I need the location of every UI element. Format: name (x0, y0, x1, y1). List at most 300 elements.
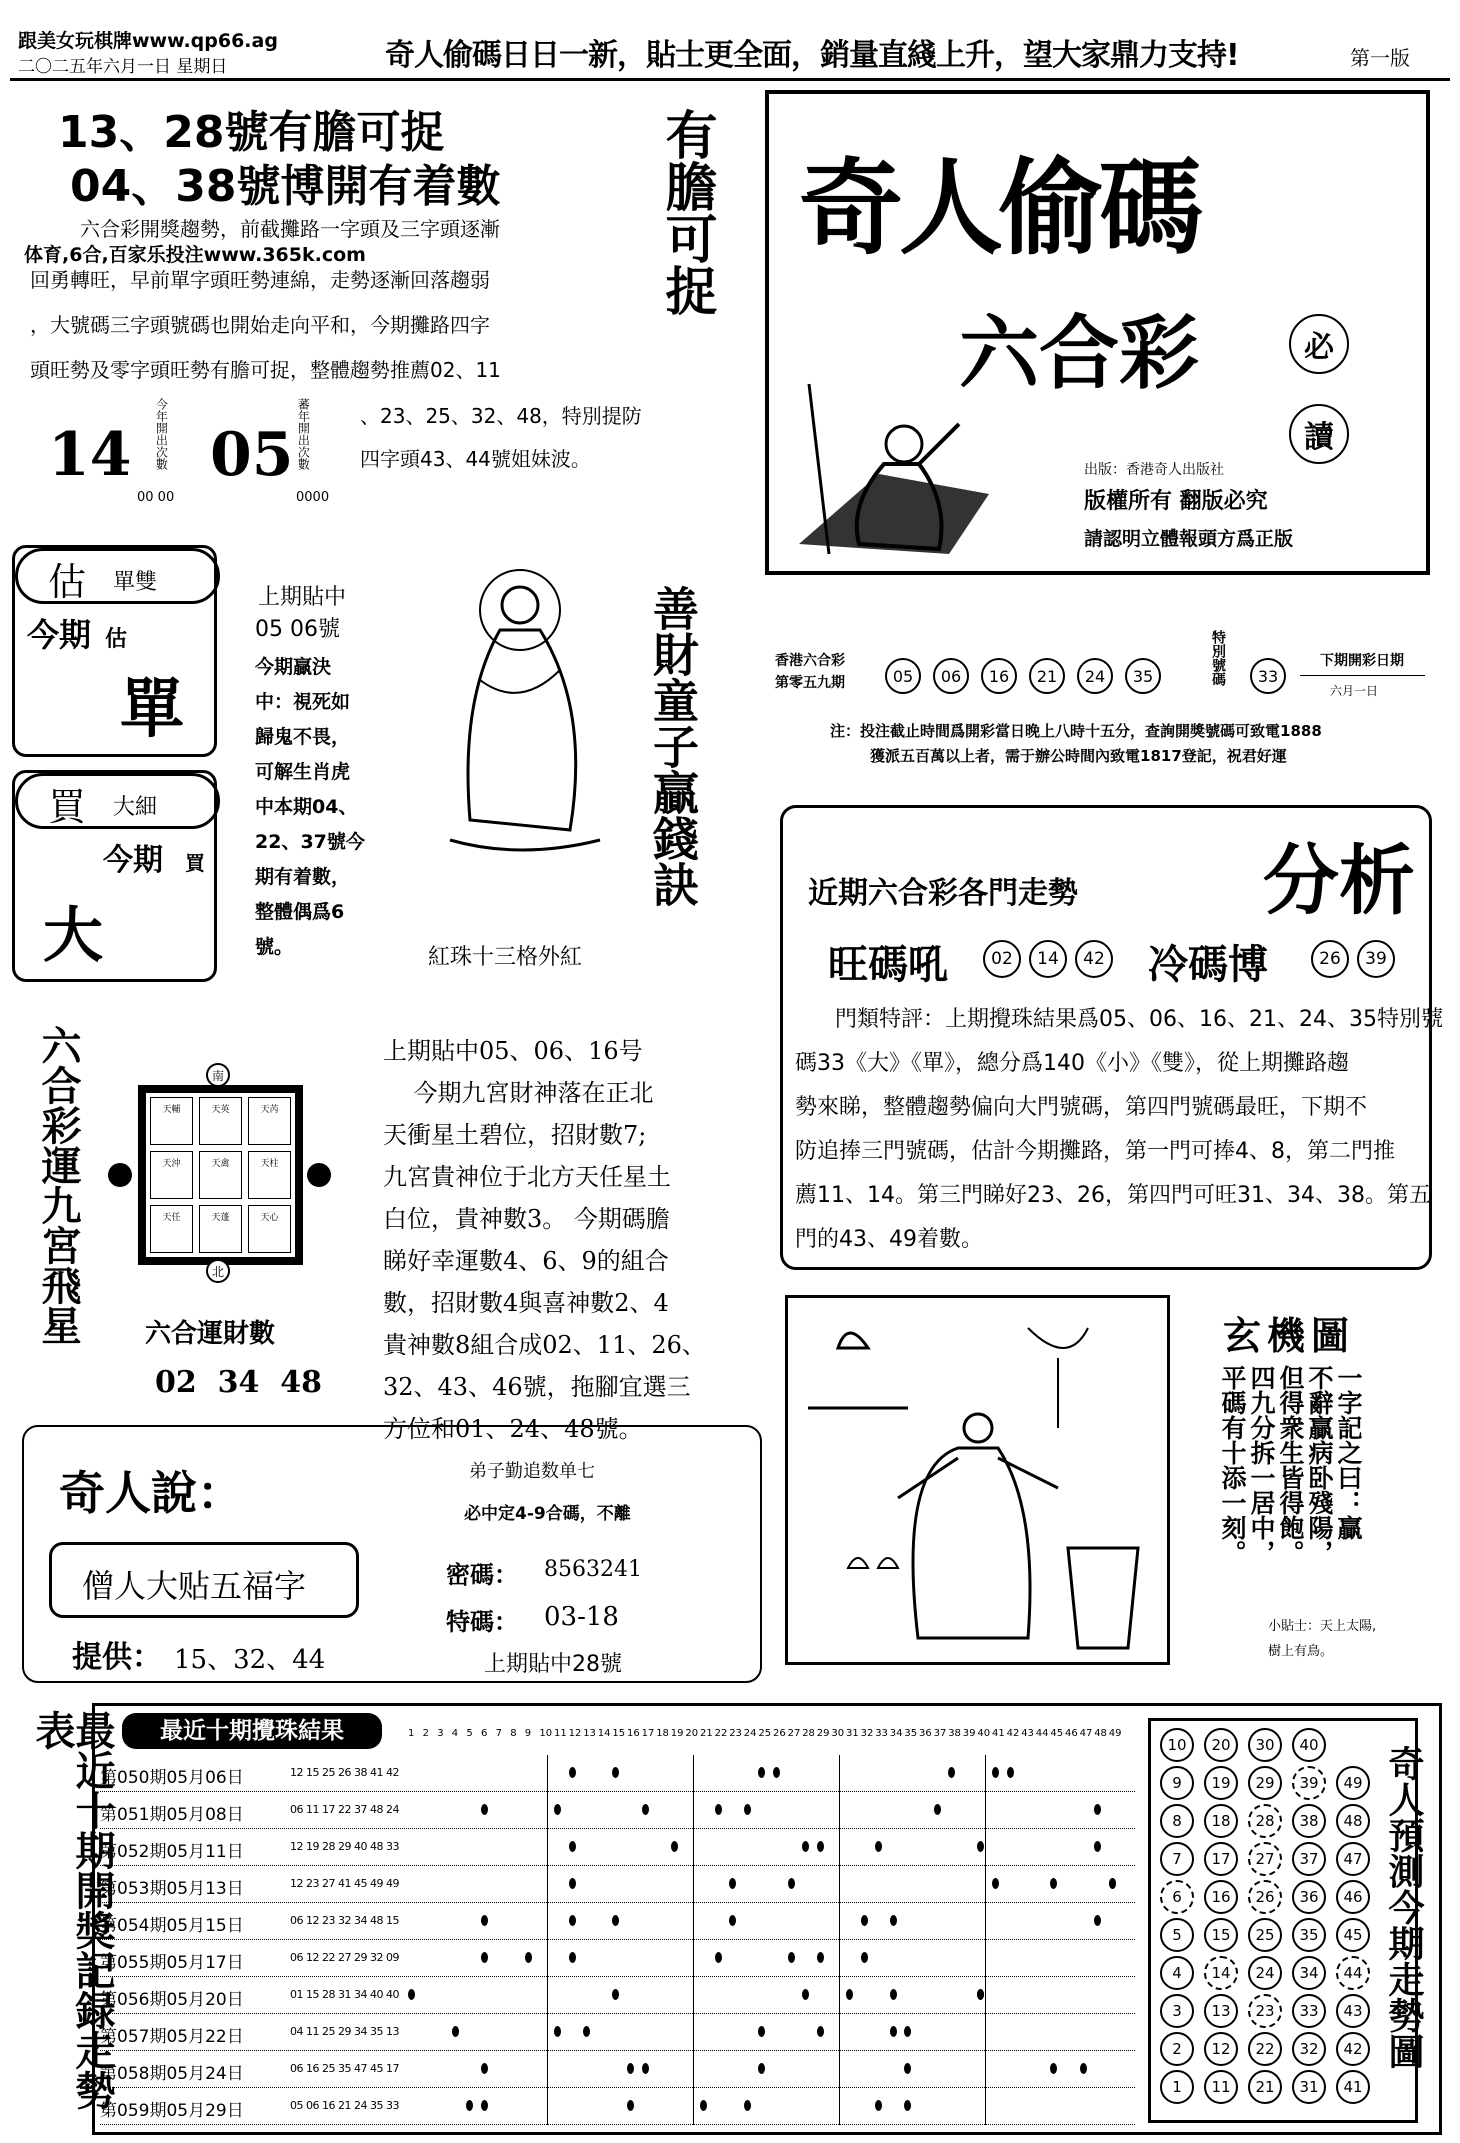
xuanji-tip2: 樹上有鳥。 (1268, 1644, 1334, 1659)
ninepalace-north: 北 (206, 1259, 230, 1283)
result-ball: 05 (885, 658, 921, 694)
history-dot (904, 2063, 911, 2074)
history-dot (466, 2100, 473, 2111)
history-col-number: 44 (1035, 1728, 1049, 1739)
history-col-number: 28 (802, 1728, 815, 1739)
history-separator (693, 1755, 694, 2125)
ninepalace-cell: 天心 (248, 1205, 291, 1253)
history-dot (554, 2026, 561, 2037)
ninepalace-cell: 天禽 (199, 1151, 242, 1199)
tips-body (255, 650, 385, 965)
history-dot (452, 2026, 459, 2037)
history-row-nums: 12 23 27 41 45 49 49 (290, 1877, 399, 1890)
ninepalace-cell: 天任 (150, 1205, 193, 1253)
guess-label-box-1 (15, 548, 220, 604)
headline-zero1: 00 00 (137, 490, 175, 505)
history-dot (525, 1952, 532, 1963)
history-row-nums: 06 11 17 22 37 48 24 (290, 1803, 399, 1816)
history-dot (904, 2100, 911, 2111)
history-dot (569, 1952, 576, 1963)
masthead-note: 請認明立體報頭方爲正版 (1084, 528, 1294, 550)
history-dot (904, 2026, 911, 2037)
analysis-hot-label: 旺碼吼 (828, 942, 948, 988)
predict-ball: 20 (1204, 1728, 1238, 1762)
predict-ball: 17 (1204, 1842, 1238, 1876)
history-dot (744, 1804, 751, 1815)
history-col-number: 20 (685, 1728, 699, 1739)
predict-ball: 24 (1248, 1956, 1282, 1990)
history-dot (569, 1878, 576, 1889)
history-dot (861, 1952, 868, 1963)
tips-line: 今期贏決 (255, 656, 332, 678)
cold-ball: 26 (1311, 940, 1349, 978)
headline-side: 有膽可捉 (656, 108, 716, 316)
qiren-provide: 15、32、44 (174, 1645, 326, 1675)
tips-line: 歸鬼不畏， (255, 726, 351, 748)
history-dot (758, 2026, 765, 2037)
hot-ball: 42 (1075, 940, 1113, 978)
xuanji-col: 平碼有十添一刻。 (1218, 1365, 1247, 1565)
guess-opts-1: 單雙 (113, 570, 158, 595)
ninepalace-cell: 天輔 (150, 1097, 193, 1145)
analysis-line: 勢來睇，整體趨勢偏向大門號碼，第四門號碼最旺，下期不 (795, 1095, 1368, 1120)
predict-ball: 14 (1204, 1956, 1238, 1990)
history-dot (715, 1804, 722, 1815)
history-dot (977, 1841, 984, 1852)
history-dot (875, 2100, 882, 2111)
history-row-label: 第056期05月20日 (100, 1990, 244, 2010)
predict-ball: 49 (1336, 1766, 1370, 1800)
history-row-nums: 01 15 28 31 34 40 40 (290, 1988, 399, 2001)
ninepalace-grid (138, 1068, 303, 1279)
headline-p6: 四字頭43、44號姐妹波。 (360, 447, 591, 471)
predict-ball: 2 (1160, 2032, 1194, 2066)
history-dot (481, 1952, 488, 1963)
table-row (100, 2051, 1135, 2088)
history-dot (861, 1915, 868, 1926)
guess-box-2 (12, 770, 217, 982)
history-dot (1094, 1915, 1101, 1926)
history-row-nums: 06 12 23 32 34 48 15 (290, 1914, 399, 1927)
ninepalace-cells (146, 1093, 295, 1257)
result-ball: 21 (1029, 658, 1065, 694)
tips-t1: 上期貼中 (258, 585, 347, 610)
history-col-number: 21 (700, 1728, 713, 1739)
predict-ball: 29 (1248, 1766, 1282, 1800)
tips-line: 中：視死如 (255, 691, 351, 713)
tips-line: 可解生肖虎 (255, 761, 351, 783)
predict-ball: 21 (1248, 2070, 1282, 2104)
predict-ball: 25 (1248, 1918, 1282, 1952)
predict-ball: 18 (1204, 1804, 1238, 1838)
history-col-number: 33 (875, 1728, 888, 1739)
history-col-number: 34 (889, 1728, 903, 1739)
guess-ans-2: 大 (43, 901, 103, 971)
predict-ball: 1 (1160, 2070, 1194, 2104)
ninepalace-line: 睇好幸運數4、6、9的組合 (383, 1247, 669, 1275)
xuanji-col: 但得衆生皆得飽。 (1276, 1365, 1305, 1565)
predict-ball: 15 (1204, 1918, 1238, 1952)
predict-ball: 37 (1292, 1842, 1326, 1876)
history-col-number: 42 (1006, 1728, 1020, 1739)
guess-row-2: 今期 (103, 843, 163, 878)
header-date: 二〇二五年六月一日 星期日 (18, 57, 228, 77)
history-dot (788, 1878, 795, 1889)
predict-ball: 23 (1248, 1994, 1282, 2028)
history-col-number: 12 (568, 1728, 582, 1739)
qiren-l1: 弟子勤追数单七 (469, 1461, 595, 1482)
guess-ans-1: 單 (120, 673, 184, 747)
cold-ball: 39 (1357, 940, 1395, 978)
qiren-l2: 必中定4-9合碼，不離 (464, 1504, 631, 1524)
history-dot (671, 1841, 678, 1852)
history-col-number: 39 (962, 1728, 976, 1739)
history-dot (1109, 1878, 1116, 1889)
results-divider (1300, 675, 1425, 676)
history-col-number: 41 (992, 1728, 1005, 1739)
xuanji-col: 四九分拆一居中， (1247, 1365, 1276, 1565)
history-dot (481, 2063, 488, 2074)
history-dot (612, 1915, 619, 1926)
predict-ball: 47 (1336, 1842, 1370, 1876)
history-dot (729, 1915, 736, 1926)
header-site: 跟美女玩棋牌www.qp66.ag (18, 30, 278, 52)
history-title: 最近十期攪珠結果 (122, 1713, 382, 1749)
history-dot (569, 1915, 576, 1926)
history-dot (817, 1841, 824, 1852)
history-separator (839, 1755, 840, 2125)
history-dot (700, 2100, 707, 2111)
history-row-label: 第050期05月06日 (100, 1768, 244, 1788)
predict-ball: 45 (1336, 1918, 1370, 1952)
history-row-nums: 12 19 28 29 40 48 33 (290, 1840, 399, 1853)
history-col-number: 38 (948, 1728, 961, 1739)
history-col-number: 43 (1021, 1728, 1034, 1739)
history-dot (817, 2026, 824, 2037)
ninepalace-nums: 02 34 48 (155, 1365, 323, 1400)
ninepalace-line: 方位和01、24、48號。 (383, 1415, 643, 1443)
predict-ball: 34 (1292, 1956, 1326, 1990)
history-row-nums: 05 06 16 21 24 35 33 (290, 2099, 399, 2112)
headline-line2: 04、38號博開有着數 (70, 161, 501, 212)
results-special-label: 特別號碼 (1210, 630, 1226, 686)
predict-ball: 13 (1204, 1994, 1238, 2028)
headline-num1: 14 (48, 420, 132, 490)
ninepalace-cell: 天英 (199, 1097, 242, 1145)
history-dot (569, 1841, 576, 1852)
history-dot (481, 1915, 488, 1926)
predict-ball: 27 (1248, 1842, 1282, 1876)
predict-ball: 40 (1292, 1728, 1326, 1762)
history-col-number: 24 (743, 1728, 757, 1739)
history-dot (846, 1989, 853, 2000)
history-dot (992, 1767, 999, 1778)
predict-grid (1150, 1718, 1370, 2118)
history-dot (890, 2026, 897, 2037)
result-ball: 35 (1125, 658, 1161, 694)
predict-ball: 11 (1204, 2070, 1238, 2104)
qiren-te: 03-18 (544, 1602, 619, 1632)
predict-ball: 30 (1248, 1728, 1282, 1762)
predict-ball: 32 (1292, 2032, 1326, 2066)
history-dot (802, 1841, 809, 1852)
qiren-mi: 8563241 (544, 1557, 642, 1582)
qiren-mi-label: 密碼： (446, 1560, 518, 1589)
history-dot (642, 2063, 649, 2074)
tips-line: 22、37號今 (255, 831, 365, 853)
headline-p4: 頭旺勢及零字頭旺勢有膽可捉，整體趨勢推薦02、11 (30, 358, 501, 382)
history-col-number: 22 (714, 1728, 728, 1739)
headline-small2: 蕃年開出次數 (296, 398, 311, 470)
sage-illustration-icon (789, 354, 1009, 564)
qiren-inner-text: 僧人大贴五福字 (82, 1567, 307, 1605)
history-dot (1007, 1767, 1014, 1778)
predict-ball: 35 (1292, 1918, 1326, 1952)
predict-ball: 28 (1248, 1804, 1282, 1838)
predict-ball: 5 (1160, 1918, 1194, 1952)
history-col-number: 14 (597, 1728, 611, 1739)
predict-ball: 9 (1160, 1766, 1194, 1800)
history-col-number: 18 (656, 1728, 669, 1739)
guess-label-box-2 (15, 773, 220, 829)
history-col-number: 16 (627, 1728, 640, 1739)
predict-ball: 39 (1292, 1766, 1326, 1800)
headline-zero2: 0000 (296, 490, 330, 505)
tips-line: 期有着數， (255, 866, 351, 888)
qiren-te-label: 特碼： (446, 1607, 518, 1636)
predict-ball: 19 (1204, 1766, 1238, 1800)
table-row (100, 1829, 1135, 1866)
headline-ad: 体育,6合,百家乐投注www.365k.com (24, 244, 366, 266)
history-dot (612, 1989, 619, 2000)
history-col-number: 7 (495, 1728, 502, 1739)
history-col-number: 5 (466, 1728, 473, 1739)
ninepalace-line: 白位，貴神數3。 今期碼膽 (383, 1205, 670, 1233)
predict-ball: 16 (1204, 1880, 1238, 1914)
xuanji-box (785, 1295, 1170, 1665)
tips-line: 號。 (255, 936, 294, 958)
history-column-numbers (408, 1728, 1128, 1744)
ninepalace-left-dot (108, 1163, 132, 1187)
ninepalace-line: 上期貼中05、06、16号 (383, 1037, 643, 1065)
analysis-line: 薦11、14。第三門睇好23、26，第四門可旺31、34、38。第五 (795, 1183, 1431, 1208)
predict-ball: 43 (1336, 1994, 1370, 2028)
history-dot (554, 1804, 561, 1815)
history-dot (948, 1767, 955, 1778)
xuanji-col: 不辭贏病卧殘陽， (1305, 1365, 1334, 1565)
history-col-number: 17 (641, 1728, 655, 1739)
history-row-nums: 06 12 22 27 29 32 09 (290, 1951, 399, 1964)
qiren-hit: 上期貼中28號 (484, 1652, 622, 1677)
predict-ball: 26 (1248, 1880, 1282, 1914)
history-col-number: 36 (919, 1728, 932, 1739)
masthead-title: 奇人偷碼 (799, 147, 1200, 269)
qiren-box (22, 1425, 762, 1683)
history-dot (569, 1767, 576, 1778)
predict-ball: 10 (1160, 1728, 1194, 1762)
history-row-label: 第053期05月13日 (100, 1879, 244, 1899)
history-dot (992, 1878, 999, 1889)
ninepalace-line: 九宮貴神位于北方天任星土 (383, 1163, 671, 1191)
history-col-number: 46 (1065, 1728, 1078, 1739)
ninepalace-line: 32、43、46號，拖腳宜選三 (383, 1373, 691, 1401)
predict-ball: 8 (1160, 1804, 1194, 1838)
analysis-line: 碼33《大》《單》，總分爲140《小》《雙》，從上期攤路趨 (795, 1051, 1349, 1076)
history-dot (802, 1989, 809, 2000)
analysis-line: 防追捧三門號碼，估計今期攤路，第一門可捧4、8，第二門推 (795, 1139, 1395, 1164)
ninepalace-caption: 六合運財數 (145, 1319, 276, 1349)
predict-ball: 38 (1292, 1804, 1326, 1838)
history-dot (481, 1804, 488, 1815)
hot-ball: 02 (983, 940, 1021, 978)
analysis-cold-label: 冷碼博 (1148, 942, 1268, 988)
history-row-label: 第059期05月29日 (100, 2101, 244, 2121)
ninepalace-line: 貴神數8組合成02、11、26、 (383, 1331, 706, 1359)
qiren-provide-label: 提供： (72, 1640, 162, 1675)
headline-p5: 、23、25、32、48，特別提防 (360, 404, 642, 428)
predict-ball: 31 (1292, 2070, 1326, 2104)
history-col-number: 27 (787, 1728, 801, 1739)
history-dot (627, 2100, 634, 2111)
history-col-number: 8 (510, 1728, 517, 1739)
history-col-number: 10 (539, 1728, 553, 1739)
history-dot (408, 1989, 415, 2000)
history-row-nums: 06 16 25 35 47 45 17 (290, 2062, 399, 2075)
predict-ball: 3 (1160, 1994, 1194, 2028)
predict-ball: 44 (1336, 1956, 1370, 1990)
history-row-label: 第052期05月11日 (100, 1842, 244, 1862)
history-dot (1094, 1841, 1101, 1852)
ninepalace-cell: 天芮 (248, 1097, 291, 1145)
results-next-date: 六月一日 (1330, 684, 1379, 698)
header-slogan: 奇人偷碼日日一新，貼士更全面，銷量直綫上升，望大家鼎力支持! (385, 38, 1239, 73)
history-col-number: 47 (1079, 1728, 1093, 1739)
history-dot (788, 1952, 795, 1963)
analysis-line: 門類特評：上期攪珠結果爲05、06、16、21、24、35特別號 (835, 1007, 1443, 1032)
masthead-bi: 必 (1289, 314, 1349, 374)
results-note2: 獲派五百萬以上者，需于辦公時間內致電1817登記，祝君好運 (870, 747, 1287, 765)
headline-small1: 今年開出次數 (154, 398, 169, 470)
headline-p3: ，大號碼三字頭號碼也開始走向平和，今期攤路四字 (30, 313, 490, 337)
history-col-number: 30 (831, 1728, 845, 1739)
history-dot (890, 1915, 897, 1926)
results-note1: 注：投注截止時間爲開彩當日晚上八時十五分，查詢開獎號碼可致電1888 (830, 722, 1322, 740)
results-issue: 第零五九期 (775, 675, 845, 691)
history-dot (977, 1989, 984, 2000)
history-row-label: 第058期05月24日 (100, 2064, 244, 2084)
predict-ball: 33 (1292, 1994, 1326, 2028)
predict-ball: 6 (1160, 1880, 1194, 1914)
history-dot (875, 1841, 882, 1852)
masthead-du: 讀 (1289, 404, 1349, 464)
history-col-number: 6 (481, 1728, 488, 1739)
predict-ball: 48 (1336, 1804, 1370, 1838)
history-col-number: 37 (933, 1728, 947, 1739)
history-col-number: 13 (583, 1728, 596, 1739)
analysis-lines (795, 998, 1443, 1262)
masthead-pub: 出版：香港奇人出版社 (1084, 462, 1224, 478)
history-row-label: 第057期05月22日 (100, 2027, 244, 2047)
history-col-number: 32 (860, 1728, 874, 1739)
xuanji-tip1: 小貼士：天上太陽, (1268, 1619, 1377, 1634)
history-col-number: 31 (846, 1728, 859, 1739)
history-row-label: 第055期05月17日 (100, 1953, 244, 1973)
history-dot (817, 1952, 824, 1963)
history-separator (985, 1755, 986, 2125)
guess-row-1: 今期 (27, 616, 92, 654)
headline-p1: 六合彩開獎趨勢，前截攤路一字頭及三字頭逐漸 (80, 217, 500, 241)
history-row-nums: 12 15 25 26 38 41 42 (290, 1766, 399, 1779)
guess-label-2: 買 (48, 785, 87, 829)
history-dot (715, 1952, 722, 1963)
history-col-number: 2 (422, 1728, 429, 1739)
table-row (100, 1866, 1135, 1903)
ninepalace-line: 今期九宮財神落在正北 (383, 1079, 654, 1107)
result-ball: 24 (1077, 658, 1113, 694)
guess-box-1 (12, 545, 217, 757)
table-row (100, 2088, 1135, 2125)
ninepalace-side: 六合彩運九宮飛星 (35, 1025, 81, 1345)
guess-opts-2: 大細 (113, 795, 158, 820)
ninepalace-south: 南 (206, 1063, 230, 1087)
history-dot (627, 2063, 634, 2074)
history-row-label: 第051期05月08日 (100, 1805, 244, 1825)
history-dot (642, 1804, 649, 1815)
headline-p2: 回勇轉旺，早前單字頭旺勢連綿，走勢逐漸回落趨弱 (30, 268, 490, 292)
history-dot (934, 1804, 941, 1815)
history-col-number: 11 (554, 1728, 567, 1739)
predict-ball: 46 (1336, 1880, 1370, 1914)
history-col-number: 49 (1108, 1728, 1122, 1739)
hot-ball: 14 (1029, 940, 1067, 978)
predict-ball: 42 (1336, 2032, 1370, 2066)
tips-caption: 紅珠十三格外紅 (428, 945, 583, 970)
guess-tail-2: 買 (185, 851, 205, 875)
history-dot (773, 1767, 780, 1778)
table-row (100, 1903, 1135, 1940)
headline-body-2 (30, 258, 660, 393)
history-col-number: 25 (758, 1728, 772, 1739)
history-dot (612, 1767, 619, 1778)
history-dot (1050, 2063, 1057, 2074)
predict-ball: 36 (1292, 1880, 1326, 1914)
table-row (100, 1792, 1135, 1829)
history-dot (758, 1767, 765, 1778)
history-col-number: 1 (408, 1728, 415, 1739)
ninepalace-right-dot (307, 1163, 331, 1187)
tips-t2: 05 06號 (255, 617, 340, 642)
history-dot (729, 1878, 736, 1889)
history-dot (1080, 2063, 1087, 2074)
history-separator (547, 1755, 548, 2125)
history-row-label: 第054期05月15日 (100, 1916, 244, 1936)
history-col-number: 45 (1050, 1728, 1064, 1739)
qiren-inner-box (49, 1542, 359, 1618)
ninepalace-lines (383, 1030, 748, 1450)
qiren-title: 奇人說： (59, 1466, 243, 1520)
predict-ball: 22 (1248, 2032, 1282, 2066)
ninepalace-cell: 天沖 (150, 1151, 193, 1199)
history-dot (758, 2063, 765, 2074)
result-ball: 16 (981, 658, 1017, 694)
history-col-number: 35 (904, 1728, 918, 1739)
predict-ball: 12 (1204, 2032, 1238, 2066)
masthead-sub: 六合彩 (959, 307, 1199, 400)
header-divider (10, 78, 1450, 81)
history-col-number: 26 (773, 1728, 786, 1739)
history-dot (1094, 1804, 1101, 1815)
history-dot (890, 1989, 897, 2000)
